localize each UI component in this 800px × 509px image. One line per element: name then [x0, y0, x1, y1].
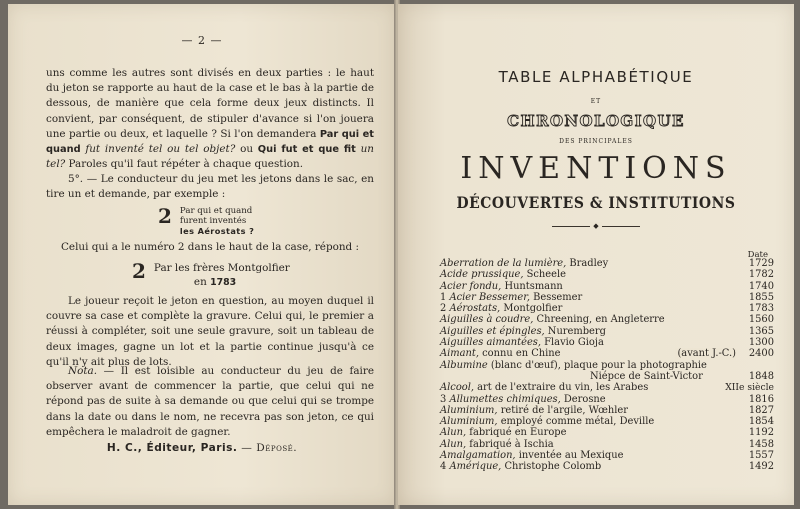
example-question: 2 Par qui et quand furent inventés les Aérostats ? — [158, 204, 255, 236]
entry-text — [440, 394, 606, 405]
entry-inventor: Bradley — [566, 258, 609, 269]
entry-text — [440, 281, 563, 292]
entry-text — [440, 314, 665, 325]
entry-text — [440, 337, 604, 348]
entry-text — [440, 461, 601, 472]
entry-inventor: Montgolfier — [500, 303, 563, 315]
entry-date: 1365 — [748, 325, 774, 337]
date-column-header: Date — [747, 250, 768, 260]
entry-text — [440, 269, 566, 280]
entry-date: 1300 — [748, 337, 774, 349]
diamond-icon: ◆ — [590, 222, 602, 230]
entry-date: 1848 — [748, 370, 774, 382]
entry-text — [440, 360, 707, 371]
entry-date: 1783 — [748, 303, 774, 315]
entry-inventor: fabriqué à Ischia — [466, 438, 554, 450]
entry-date: 1854 — [748, 416, 774, 428]
entry-inventor: retiré de l'argile, Wœhler — [497, 404, 628, 416]
entry-subject: Acier Bessemer, — [449, 291, 531, 303]
table-row — [440, 405, 776, 416]
publisher-footer: H. C., Éditeur, Paris. — Déposé. — [106, 442, 298, 454]
entry-text — [440, 258, 608, 269]
entry-inventor: Bessemer — [530, 291, 583, 303]
table-row — [440, 303, 776, 314]
entry-date: 1557 — [748, 450, 774, 462]
table-row — [440, 314, 776, 325]
entry-text — [590, 371, 703, 382]
entry-note: (avant J.-C.) — [677, 348, 736, 360]
table-row — [440, 439, 776, 450]
entry-date: 2400 — [748, 348, 774, 360]
entry-subject: Alun, — [440, 427, 467, 439]
title-des-principales: DES PRINCIPALES — [559, 138, 633, 145]
entry-date: XIIe siècle — [725, 382, 774, 394]
entry-date: 1782 — [748, 269, 774, 281]
entry-inventor: Chreening, en Angleterre — [533, 314, 665, 326]
title-inventions: INVENTIONS — [460, 151, 732, 186]
entry-subject: Alun, — [440, 438, 467, 450]
title-chronologique: CHRONOLOGIQUE — [507, 112, 685, 130]
entry-subject: Albumine — [440, 359, 488, 371]
entry-subject: Alcool, — [440, 382, 475, 394]
entry-subject: Amalgamation, — [440, 450, 516, 462]
title-et: ET — [590, 98, 602, 105]
table-row — [440, 416, 776, 427]
question-number: 2 — [158, 204, 172, 228]
entry-date: 1560 — [748, 314, 774, 326]
entry-date: 1827 — [748, 404, 774, 416]
entry-inventor: inventée au Mexique — [515, 450, 624, 462]
entry-date: 1740 — [748, 280, 774, 292]
entry-subject: Aluminium, — [440, 416, 498, 428]
ornament-divider — [552, 222, 640, 230]
entry-subject: Aimant, — [440, 348, 480, 360]
table-row — [440, 337, 776, 348]
table-row — [440, 292, 776, 303]
right-page — [398, 4, 794, 505]
entry-subject: Aluminium, — [440, 404, 498, 416]
paragraph-rules: uns comme les autres sont divisés en deux parties : le haut du jeton se rapporte au haut de la case et le bas à la partie de dessous, de manière que cela forme deux jeux distincts. Il convient, par conséquent, de stipuler d'avance si l'on jouera une partie ou deux, et laquelle ? Si l'on demandera Par qui et quand fut inventé tel ou tel objet? ou Qui fut et que fit un tel? Paroles qu'il faut répéter à chaque question. — [46, 67, 374, 171]
entry-inventor: Huntsmann — [501, 280, 563, 292]
entry-subject: Aberration de la lumière, — [440, 258, 567, 269]
paragraph-answer-intro: Celui qui a le numéro 2 dans le haut de la case, répond : — [60, 241, 359, 253]
table-row — [440, 360, 776, 371]
entry-number: 4 — [440, 461, 447, 473]
entry-number: 3 — [440, 393, 447, 405]
entry-text — [440, 382, 648, 393]
title-decouvertes: DÉCOUVERTES & INSTITUTIONS — [456, 193, 736, 212]
entry-subject: Amérique, — [449, 461, 502, 473]
entry-number: 2 — [440, 303, 447, 315]
entry-inventor: employé comme métal, Deville — [497, 416, 655, 428]
entry-text — [440, 303, 562, 314]
entry-number: 1 — [440, 291, 447, 303]
entry-subject: Aiguilles aimantées, — [440, 337, 542, 349]
entry-text — [440, 416, 654, 427]
table-row — [440, 348, 776, 359]
entry-date: 1458 — [748, 438, 774, 450]
entry-subject: Allumettes chimiques, — [449, 393, 561, 405]
entry-date: 1816 — [748, 393, 774, 405]
entry-inventor: Scheele — [523, 269, 566, 281]
entry-text — [440, 450, 623, 461]
table-row — [440, 258, 776, 269]
entry-inventor: Christophe Colomb — [501, 461, 602, 473]
entry-inventor: fabriqué en Europe — [466, 427, 567, 439]
entry-text — [440, 405, 628, 416]
entry-text — [440, 439, 554, 450]
title-table-alphabetique: TABLE ALPHABÉTIQUE — [498, 68, 694, 86]
entry-date: 1192 — [748, 427, 774, 439]
example-answer: 2 Par les frères Montgolfier en 1783 — [132, 259, 290, 288]
entry-subject: Aiguilles et épingles, — [440, 325, 545, 337]
entry-date: 1855 — [748, 291, 774, 303]
entry-inventor: Niépce de Saint-Victor — [590, 370, 703, 382]
table-row — [440, 394, 776, 405]
table-row — [440, 382, 776, 393]
entry-text — [440, 292, 582, 303]
table-row — [440, 326, 776, 337]
entry-text — [440, 427, 566, 438]
answer-number: 2 — [132, 259, 146, 283]
entry-inventor: art de l'extraire du vin, les Arabes — [474, 382, 649, 394]
entry-inventor: Derosne — [560, 393, 606, 405]
entry-inventor: Nuremberg — [544, 325, 606, 337]
entry-inventor: (blanc d'œuf), plaque pour la photographie — [487, 359, 707, 371]
entry-subject: Acier fondu, — [440, 280, 502, 292]
entry-text — [440, 348, 560, 359]
entry-text — [440, 326, 606, 337]
entry-date: 1492 — [748, 461, 774, 473]
left-page — [8, 4, 396, 505]
page-number: — 2 — — [181, 34, 223, 47]
table-row — [440, 371, 776, 382]
table-row — [440, 281, 776, 292]
paragraph-gameplay: Le joueur reçoit le jeton en question, au moyen duquel il couvre sa case et complète la gravure. Celui qui, le premier a réussi à compléter, soit une seule gravure, soit un tableau de deux images, gagne un lot et la partie continue jusqu'à ce qu'il n'y ait plus de lots. — [46, 295, 374, 368]
entry-subject: Acide prussique, — [440, 269, 524, 281]
entry-inventor: connu en Chine — [479, 348, 561, 360]
inventions-table — [440, 258, 776, 473]
entry-inventor: Flavio Gioja — [541, 337, 604, 349]
entry-date: 1729 — [748, 258, 774, 269]
table-row — [440, 450, 776, 461]
entry-subject: Aérostats, — [449, 303, 501, 315]
paragraph-step-5: 5°. — Le conducteur du jeu met les jetons dans le sac, en tire un et demande, par exemple : — [46, 173, 374, 201]
table-row — [440, 269, 776, 280]
paragraph-nota: Nota. — Il est loisible au conducteur du jeu de faire observer avant de commencer la partie, que celui qui ne répond pas de suite à sa demande ou que celui qui se trompe dans la date ou dans le nom, ne recevra pas son jeton, ce qui empêchera le maladroit de gagner. — [46, 365, 374, 438]
table-row — [440, 427, 776, 438]
entry-subject: Aiguilles à coudre, — [440, 314, 534, 326]
table-row — [440, 461, 776, 472]
